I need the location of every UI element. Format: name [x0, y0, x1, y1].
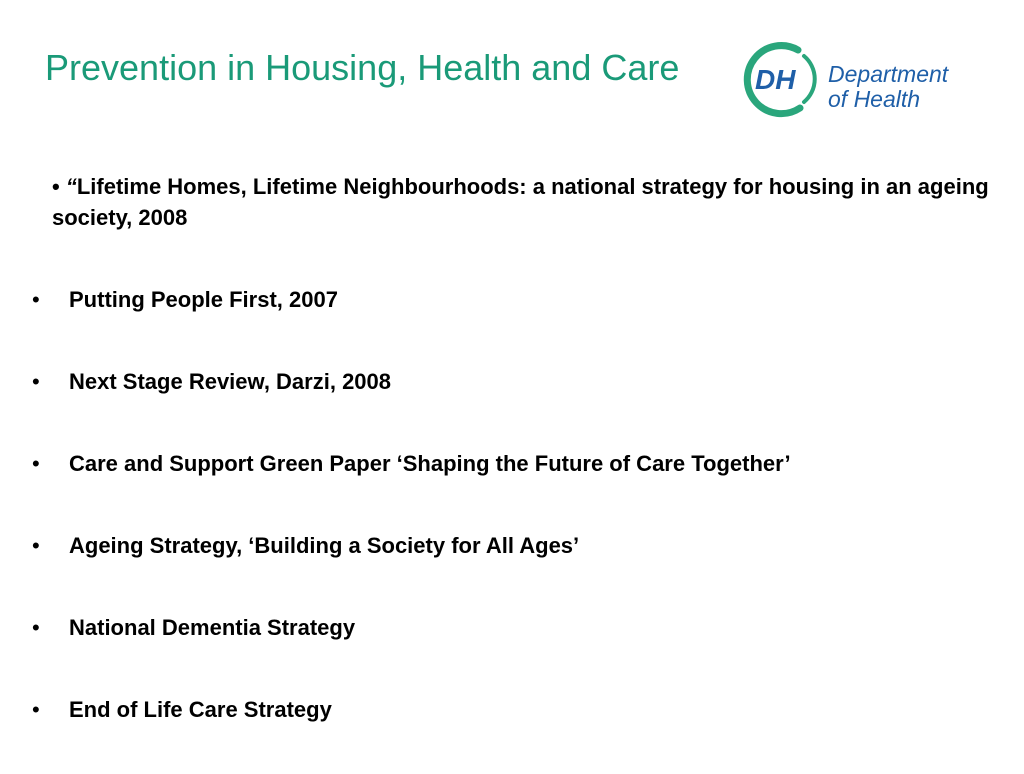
list-item-text: Next Stage Review, Darzi, 2008 — [69, 369, 392, 394]
lead-item — [52, 171, 992, 233]
bullet-symbol: • — [32, 615, 40, 640]
list-item — [0, 364, 1024, 399]
lead-bullet: • — [52, 174, 60, 199]
bullet-symbol: • — [32, 697, 40, 722]
bullet-symbol: • — [32, 451, 40, 476]
list-item — [0, 528, 1024, 563]
list-item-text: Ageing Strategy, ‘Building a Society for All Ages’ — [69, 533, 580, 558]
list-item — [0, 610, 1024, 645]
list-item-text: End of Life Care Strategy — [69, 697, 332, 722]
policy-bullet-list — [0, 282, 1024, 774]
lead-open-quote: “ — [65, 174, 77, 199]
logo-wordmark — [828, 62, 948, 112]
department-of-health-logo — [740, 40, 980, 120]
dh-logo-mark — [740, 40, 828, 120]
bullet-symbol: • — [32, 287, 40, 312]
slide-title: Prevention in Housing, Health and Care — [45, 47, 680, 88]
list-item — [0, 282, 1024, 317]
logo-line-1: Department — [828, 61, 949, 87]
list-item-text: Care and Support Green Paper ‘Shaping the Future of Care Together’ — [69, 451, 791, 476]
lead-text: Lifetime Homes, Lifetime Neighbourhoods: a national strategy for housing in an ageing society, 2008 — [52, 174, 989, 230]
logo-line-2: of Health — [828, 86, 921, 112]
logo-mark-text: DH — [755, 64, 796, 95]
bullet-symbol: • — [32, 369, 40, 394]
list-item-text: National Dementia Strategy — [69, 615, 356, 640]
list-item — [0, 446, 1024, 481]
list-item-text: Putting People First, 2007 — [69, 287, 338, 312]
bullet-symbol: • — [32, 533, 40, 558]
list-item — [0, 692, 1024, 727]
